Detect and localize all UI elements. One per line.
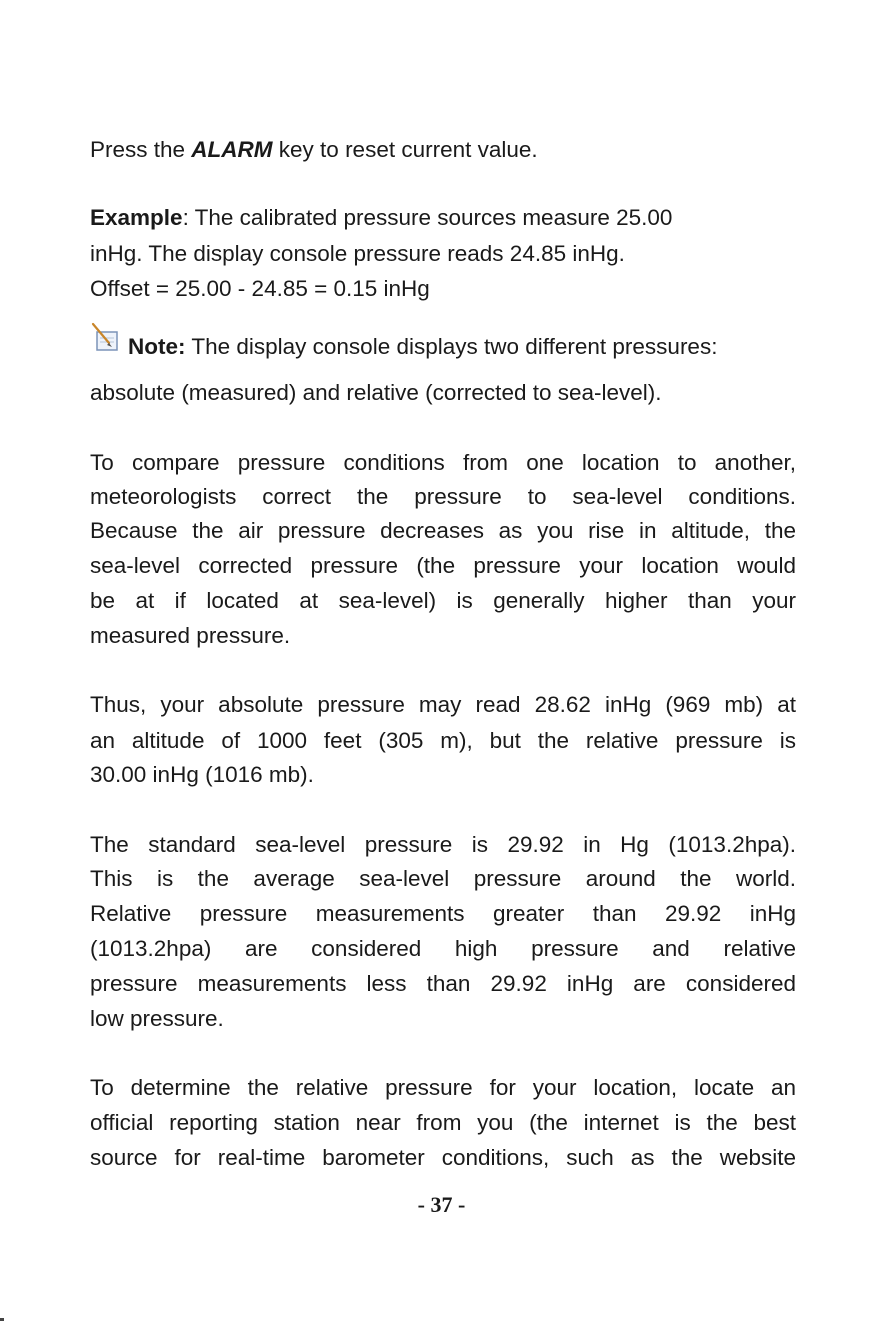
paragraph-line: source for real-time barometer conditions, such as the website bbox=[90, 1145, 796, 1170]
note-pad-icon bbox=[90, 322, 120, 354]
alarm-instruction-prefix: Press the bbox=[90, 137, 192, 162]
example-text: : The calibrated pressure sources measure 25.00 bbox=[182, 205, 673, 230]
paragraph-line: To compare pressure conditions from one location to another, bbox=[90, 450, 796, 475]
paragraph-line: official reporting station near from you (the internet is the best bbox=[90, 1110, 796, 1135]
example-line-1 bbox=[90, 203, 796, 233]
paragraph-line: sea-level corrected pressure (the pressure your location would bbox=[90, 553, 796, 578]
paragraph-line: This is the average sea-level pressure around the world. bbox=[90, 866, 796, 891]
paragraph-line: low pressure. bbox=[90, 1006, 224, 1031]
paragraph-line: Relative pressure measurements greater than 29.92 inHg bbox=[90, 901, 796, 926]
note-label: Note: bbox=[128, 334, 186, 359]
paragraph-line: To determine the relative pressure for your location, locate an bbox=[90, 1075, 796, 1100]
paragraph-line: pressure measurements less than 29.92 inHg are considered bbox=[90, 971, 796, 996]
page-number: - 37 - bbox=[417, 1192, 466, 1217]
alarm-instruction bbox=[90, 135, 796, 165]
paragraph-line: measured pressure. bbox=[90, 623, 291, 648]
note-line-1 bbox=[128, 332, 796, 362]
paragraph-line: The standard sea-level pressure is 29.92 in Hg (1013.2hpa). bbox=[90, 832, 796, 857]
paragraph-line: an altitude of 1000 feet (305 m), but the relative pressure is bbox=[90, 728, 796, 753]
alarm-key-label: ALARM bbox=[191, 137, 273, 162]
paragraph-line: Thus, your absolute pressure may read 28.62 inHg (969 mb) at bbox=[90, 692, 796, 717]
example-offset-line: Offset = 25.00 - 24.85 = 0.15 inHg bbox=[90, 276, 430, 301]
scan-mark bbox=[0, 1318, 4, 1321]
example-line-2: inHg. The display console pressure reads 24.85 inHg. bbox=[90, 241, 625, 266]
paragraph-line: meteorologists correct the pressure to sea-level conditions. bbox=[90, 484, 796, 509]
paragraph-line: 30.00 inHg (1016 mb). bbox=[90, 762, 314, 787]
example-label: Example bbox=[90, 205, 183, 230]
paragraph-line: be at if located at sea-level) is generally higher than your bbox=[90, 588, 796, 613]
note-line-2: absolute (measured) and relative (corrected to sea-level). bbox=[90, 380, 662, 405]
note-text: The display console displays two different pressures: bbox=[185, 334, 718, 359]
paragraph-line: Because the air pressure decreases as you rise in altitude, the bbox=[90, 518, 796, 543]
alarm-instruction-suffix: key to reset current value. bbox=[272, 137, 538, 162]
paragraph-line: (1013.2hpa) are considered high pressure and relative bbox=[90, 936, 796, 961]
